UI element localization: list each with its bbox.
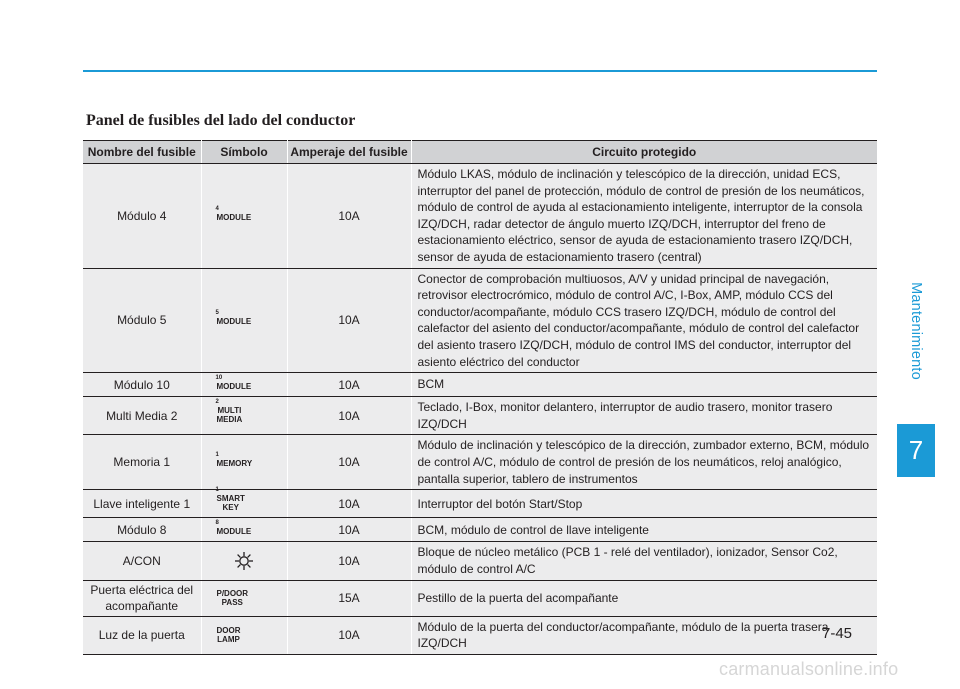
fuse-symbol-label (215, 374, 252, 391)
fuse-circuit: Bloque de núcleo metálico (PCB 1 - relé del ventilador), ionizador, Sensor Co2, módulo de control A/C (411, 542, 877, 580)
fuse-table (83, 140, 877, 655)
fuse-circuit: BCM, módulo de control de llave inteligente (411, 518, 877, 542)
fuse-name: Multi Media 2 (83, 397, 201, 435)
symbol-number: 1 (215, 452, 219, 459)
fuse-symbol-label (215, 399, 243, 425)
fuse-amperage: 10A (287, 435, 411, 490)
fuse-circuit: Teclado, I-Box, monitor delantero, interruptor de audio trasero, monitor trasero IZQ/DCH (411, 397, 877, 435)
fuse-name: A/CON (83, 542, 201, 580)
top-rule (83, 70, 877, 72)
table-row (83, 580, 877, 616)
symbol-text: MODULE (216, 526, 252, 536)
fuse-amperage: 10A (287, 373, 411, 397)
fuse-symbol (201, 487, 287, 518)
header-amperage: Amperaje del fusible (287, 141, 411, 164)
watermark: carmanualsonline.info (719, 659, 899, 679)
section-title: Panel de fusibles del lado del conductor (86, 112, 356, 129)
side-section-label-text: Mantenimiento (908, 281, 924, 380)
header-circuit: Circuito protegido (411, 141, 877, 164)
symbol-number: 8 (215, 519, 219, 526)
symbol-text: MODULE (216, 381, 252, 391)
fuse-symbol-label (215, 519, 252, 536)
table-row (83, 542, 877, 580)
symbol-number: 10 (215, 374, 223, 381)
fuse-symbol (201, 164, 287, 269)
table-header-row (83, 141, 877, 164)
fuse-symbol (201, 435, 287, 490)
fuse-amperage: 15A (287, 580, 411, 616)
symbol-number: 5 (215, 310, 219, 317)
table-row (83, 164, 877, 269)
symbol-text-line1: P/DOOR (216, 588, 249, 598)
fuse-amperage: 10A (287, 397, 411, 435)
symbol-text-line2: LAMP (217, 634, 240, 644)
fuse-amperage: 10A (287, 518, 411, 542)
fuse-circuit: Módulo de inclinación y telescópico de la dirección, zumbador externo, BCM, módulo de control A/C, módulo de control de presión de los neumáticos, reloj analógico, pantalla superior, tablero de instrumentos (411, 435, 877, 490)
fuse-name: Módulo 8 (83, 518, 201, 542)
fuse-symbol-label (215, 487, 245, 513)
fuse-symbol (201, 542, 287, 580)
fuse-symbol-label (217, 589, 249, 607)
symbol-text-line2: MEDIA (216, 415, 243, 425)
chapter-tab: 7 (897, 424, 935, 477)
symbol-text-line2: KEY (222, 503, 239, 513)
fuse-circuit: Interruptor del botón Start/Stop (411, 490, 877, 518)
symbol-text-line2: PASS (221, 597, 243, 607)
fuse-name: Luz de la puerta (83, 616, 201, 654)
fuse-symbol (201, 268, 287, 373)
table-row (83, 373, 877, 397)
header-symbol: Símbolo (201, 141, 287, 164)
fuse-symbol (201, 616, 287, 654)
fuse-symbol-label (215, 310, 252, 327)
fuse-circuit: Módulo de la puerta del conductor/acompañante, módulo de la puerta trasera IZQ/DCH (411, 616, 877, 654)
symbol-text-line1: DOOR (216, 625, 241, 635)
symbol-text: MODULE (216, 212, 252, 222)
table-row (83, 268, 877, 373)
fuse-amperage: 10A (287, 268, 411, 373)
table-row (83, 616, 877, 654)
fuse-circuit: Pestillo de la puerta del acompañante (411, 580, 877, 616)
header-fuse-name: Nombre del fusible (83, 141, 201, 164)
symbol-number: 2 (215, 399, 219, 406)
table-row (83, 518, 877, 542)
fuse-symbol (201, 580, 287, 616)
fuse-symbol (201, 397, 287, 435)
table-row (83, 490, 877, 518)
fuse-symbol (201, 518, 287, 542)
fuse-name: Puerta eléctrica del acompañante (83, 580, 201, 616)
symbol-text: MODULE (216, 317, 252, 327)
fan-icon (202, 550, 287, 572)
symbol-number: 1 (215, 487, 219, 494)
page-number: 7-45 (822, 625, 853, 642)
symbol-text-line1: SMART (216, 494, 245, 504)
symbol-text-line1: MULTI (217, 406, 242, 416)
table-row (83, 397, 877, 435)
symbol-number: 4 (215, 205, 219, 212)
side-section-label (897, 247, 935, 414)
fuse-circuit: BCM (411, 373, 877, 397)
fuse-amperage: 10A (287, 490, 411, 518)
fuse-name: Módulo 5 (83, 268, 201, 373)
fuse-name: Llave inteligente 1 (83, 490, 201, 518)
fuse-symbol-label (215, 452, 253, 469)
fuse-circuit: Módulo LKAS, módulo de inclinación y telescópico de la dirección, unidad ECS, interruptor del panel de protección, módulo de control de presión de los neumáticos, módulo de control de ayuda al estacionamiento inteligente, interruptor de la consola IZQ/DCH, radar detector de ángulo muerto IZQ/DCH, interruptor del freno de estacionamiento eléctrico, sensor de ayuda de estacionamiento trasero IZQ/DCH, sensor de ayuda de estacionamiento trasero (central) (411, 164, 877, 269)
fuse-circuit: Conector de comprobación multiuosos, A/V y unidad principal de navegación, retrovisor electrocrómico, módulo de control A/C, I-Box, AMP, módulo CCS del conductor/acompañante, módulo CCS trasero IZQ/DCH, módulo de control del calefactor del asiento del conductor/acompañante, módulo de control del calefactor del asiento trasero IZQ/DCH, módulo de control IMS del conductor, interruptor del asiento eléctrico del conductor (411, 268, 877, 373)
fuse-symbol (201, 373, 287, 397)
fuse-name: Memoria 1 (83, 435, 201, 490)
fuse-amperage: 10A (287, 542, 411, 580)
fuse-name: Módulo 4 (83, 164, 201, 269)
fuse-amperage: 10A (287, 616, 411, 654)
fuse-symbol-label (215, 205, 252, 222)
table-row (83, 435, 877, 490)
symbol-text: MEMORY (216, 459, 253, 469)
fuse-name: Módulo 10 (83, 373, 201, 397)
fuse-amperage: 10A (287, 164, 411, 269)
fuse-symbol-label (217, 626, 241, 644)
